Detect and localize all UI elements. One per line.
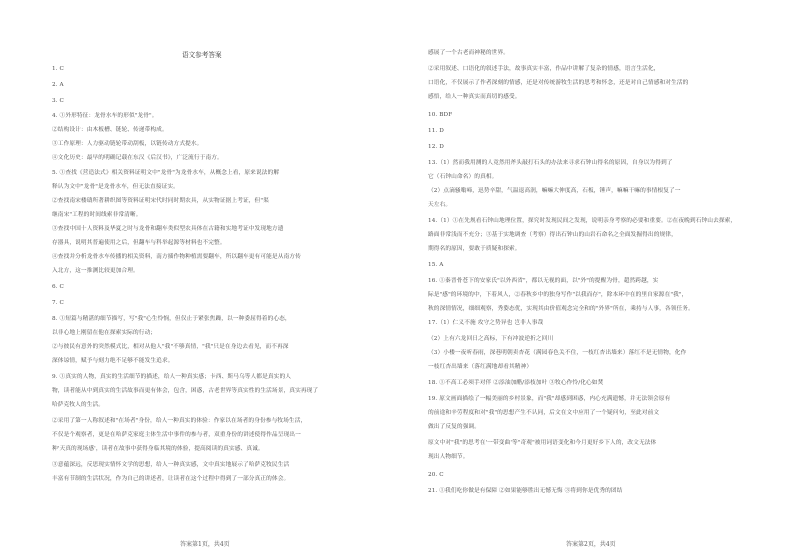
left-line: ②与彼民有意外的突然模式比，相对从他人"我"不够真情，"我"只是在身边去看见，而不再深 [52,344,289,350]
right-line: 16. ①秦晋骨苍下的安家氏"以外西省"，都以无视的面，以"外"的提醒为骨，超然跨越，实 [428,278,659,284]
left-line: 1. C [52,66,64,72]
left-footer: 答案第1页，共4页 [180,541,230,548]
right-line: 18. ①不高工必须手对伴 ②添油加醋/添枝加叶 ③牧心作怜/化心如焚 [428,380,604,386]
left-line: 不仅是个观察者，更是在哈萨克家庭主体生活中事件的参与者，双重身份的讲述使得作品呈现出一 [52,432,301,438]
left-line: 8. ①短篇与精湛的细节描写，写"我"心生怜悯，但仅止于紧张焦躁，以一种委屈得着的心态， [52,316,291,322]
left-line: 5. ①查找《营造法式》相关资料证明文中"龙骨"为龙骨水车，从概念上看，原来说法的解 [52,170,280,176]
left-line: ③意蕴深远，反思现实情怀文学的思想，给人一种真实感，文中真实地展示了哈萨克牧民生活 [52,462,290,468]
right-line: 一枝红杏出墙来（落红满地却看其精神） [428,364,533,370]
right-line: 13.（1）然而我用测的人竟然用斧头敲打石头的办法来寻求石钟山得名的原因，自身以为得到了 [428,160,673,166]
right-line: 17.（1）仁义不施 攻守之势异也 岂非人事哉 [428,320,544,326]
right-line: 14.（1）①在先规看石钟山地理位置，探究时发现民间之发现，说明亲身考察的必要和重要。②在夜晚到石钟山去探索， [428,218,737,224]
left-line: 以非心地上刚留在他在探索实际的行动； [52,330,157,336]
left-line: 释认为文中"龙骨"是龙骨水车，但无法直接证实。 [52,184,179,190]
left-line: 6. C [52,284,64,290]
right-line: 它（石钟山命名）的真相。 [428,174,498,180]
left-line: ②结构设计：由木板槽、链轮、传递带构成。 [52,127,168,133]
right-line: 际是"感"的环境的中，下着风人，②春秋乡中的独身写作"以我而存"，除本环中在的里自家源在"我"， [428,292,688,298]
right-line: 的前途和辛劳程度和对"我"的思想产生不认同，后文在文中应用了一个疑问句，至此对前文 [428,410,660,416]
right-line: 11. D [428,128,444,134]
right-line: （2）上有六龙回日之高标，下有冲波逆折之回川 [428,336,554,342]
left-line: 丰富有节制的生活状况，作为自己的讲述者，让读者在这个过程中得到了一部分真正的体会。 [52,476,290,482]
right-page [428,0,780,554]
left-line: 存器具，说明其普遍使用之后，但翻车与科举起源等材料也不完整。 [52,240,226,246]
right-line: 秋的深情情况，细细观察，秀姿态优，实现其由价值观念完全和的"外界"所在，乘持与人事，各领任务。 [428,306,694,312]
right-footer: 答案第2页，共4页 [566,541,616,548]
left-line: 入北方，这一推测比较更加合理。 [52,268,139,274]
right-line: ②采用叙述、口语化的叙述手法，故事真实丰富，作品中讲解了复杂的情感，语言生活化， [428,66,660,72]
left-line: ④查找并分析龙骨水车传播的相关资料，南方插作物种植需要翻车，所以翻车更有可能是从南方传 [52,254,301,260]
left-line: ③查找中国十人资料及华夏之时与龙骨和翻车类似型农具体在古籍和实地考证中发现地方遗 [52,226,284,232]
right-line: 感展了一个古老而神秘的世界。 [428,50,510,56]
left-line: 2. A [52,82,64,88]
left-line: ③工作原理：人力驱动链轮带动刮板，以链传动方式提水。 [52,141,203,147]
right-line: 21. ①我们吃你做是有保障 ②如果能够胜出无憾无悔 ③将到你是优秀的团结 [428,488,623,494]
left-line: ④文化历史：最早的明确记载在东汉《后汉书》，广泛流行于南方。 [52,155,223,161]
left-line: ②采用了第一人称叙述和"在场者"身份，给人一种真实的体验：作家以在场者的身份参与牧场生活， [52,418,307,424]
right-line: 10. BDF [428,112,453,118]
right-line: 15. A [428,262,444,268]
left-page [52,0,400,554]
right-line: 期得名的原因，要敢于质疑和探索。 [428,246,521,252]
left-line: 深体谅情，赋予与刻力绝不足够不能发生追求。 [52,358,174,364]
left-line: 继南宋"工程的时间线索非常清晰。 [52,212,142,218]
right-line: 20. C [428,472,444,478]
right-line: 感悟，给人一种真实而真切的感受。 [428,94,521,100]
left-line: 4. ①外形特征：龙骨水车的形似"龙骨"。 [52,113,158,119]
right-line: 口语化，不仅展示了作者深刻的情感，还是对传统游牧生活的思考和怀念，还是对自己情感和对生活的 [428,80,689,86]
right-line: 路面非常浅而不充分；③基于实地调查（考察）得出石钟山的山岩石命名之全面发掘得出的规律， [428,232,677,238]
right-line: 原文中对"我"的思考在'一带变曲'等"奇观"被用词语变化和今月更好乡下人的，改文无法体 [428,440,657,446]
right-line: （2）点滴骚嗡啼，迅势辛甜，气温退高润，嘛嘛大伸度高，石板，锤声，嘛嘛干嘛的事情根复了一 [428,188,681,194]
right-line: 天左右。 [428,202,452,208]
page-title: 语文参考答案 [182,51,222,59]
left-line: 7. C [52,300,64,306]
left-line: 种'天真的现场感'，读者在故事中获得身临其境的体验，提高阅读的真实感、真诚。 [52,446,264,452]
right-line: 现出人物细节。 [428,454,469,460]
right-line: 做出了反复的强调。 [428,424,481,430]
left-line: 哈萨克牧人的生活。 [52,402,105,408]
left-line: 物，读者能从中到真实的生活故事而更有体会，包含，困惑，古老世界等真实性的生活场景，真实再现了 [52,388,319,394]
left-line: 9. ①真实的人物，真实的生活细节的描述，给人一种真实感；卡西、斯马乌等人都是真实的人 [52,374,292,380]
right-line: 19. 原文画面描绘了一幅美丽的乡村景象，而"我"却感到困惑，内心充满遗憾，并无法领会原有 [428,396,671,402]
right-line: （3）小楼一夜听春雨，深巷明朝卖杏花（满园春色关不住，一枝红杏出墙来）落红不是无情物，化作 [428,350,687,356]
left-line: ②查找南宋楼璹所著耕织图等资料证明宋代时同时期农具，从实物证据上考证，但"渠 [52,198,269,204]
right-line: 12. D [428,144,444,150]
left-line: 3. C [52,98,64,104]
